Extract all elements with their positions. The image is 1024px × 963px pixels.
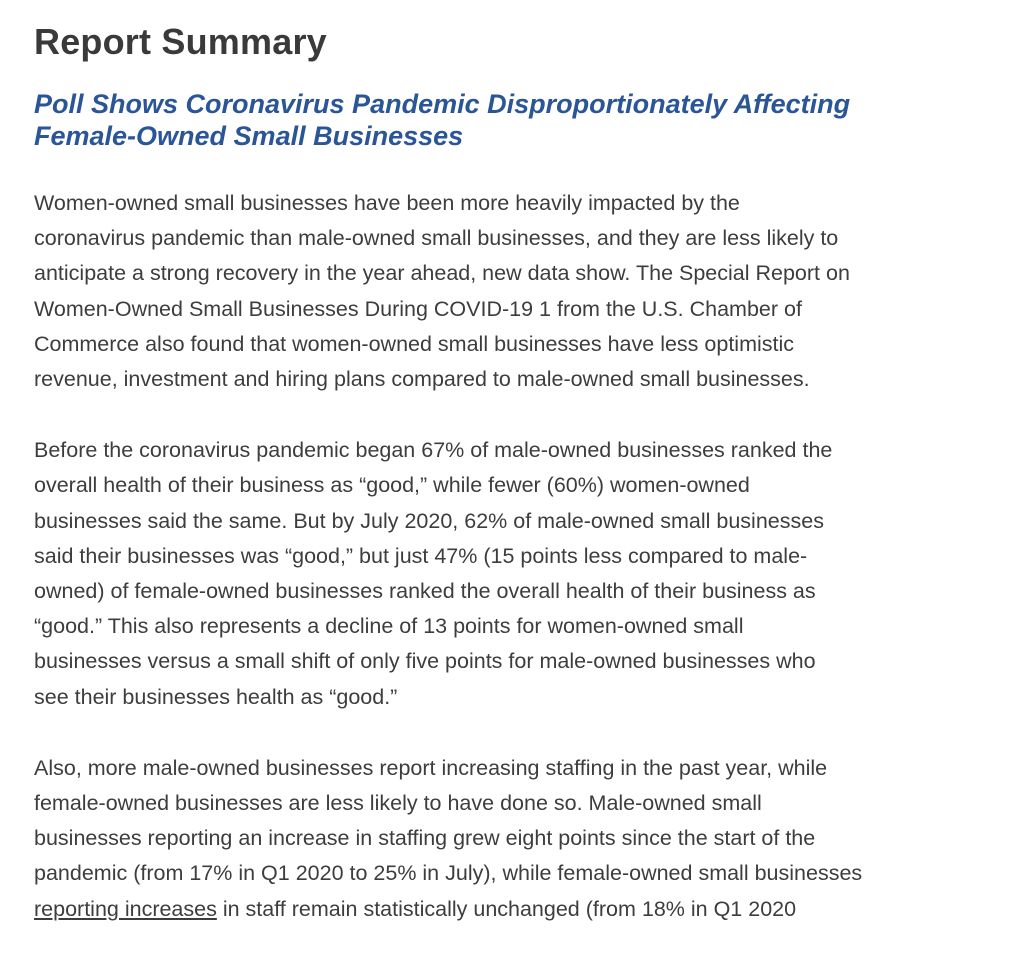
text-line: revenue, investment and hiring plans compared to male-owned small businesses. <box>34 367 810 392</box>
text-line: Women-Owned Small Businesses During COVID-19 1 from the U.S. Chamber of <box>34 296 802 321</box>
text-line: Also, more male-owned businesses report increasing staffing in the past year, while <box>34 755 828 780</box>
text-line: anticipate a strong recovery in the year ahead, new data show. The Special Report on <box>34 261 850 286</box>
text-line: said their businesses was “good,” but just 47% (15 points less compared to male- <box>34 543 808 568</box>
text-line: businesses reporting an increase in staffing grew eight points since the start of the <box>34 826 816 851</box>
paragraph-1 <box>34 186 1004 397</box>
text-line: businesses versus a small shift of only five points for male-owned businesses who <box>34 649 816 674</box>
paragraph-3 <box>34 751 1004 927</box>
paragraph-2 <box>34 433 1004 715</box>
page-title: Report Summary <box>34 21 327 62</box>
text-line: owned) of female-owned businesses ranked the overall health of their business as <box>34 579 816 604</box>
subtitle-line: Poll Shows Coronavirus Pandemic Disproportionately Affecting <box>34 89 851 119</box>
report-subtitle <box>34 88 984 152</box>
text-line: overall health of their business as “good,” while fewer (60%) women-owned <box>34 473 750 498</box>
text-line-partial <box>34 892 1004 927</box>
text-line: businesses said the same. But by July 2020, 62% of male-owned small businesses <box>34 508 824 533</box>
text-line: Commerce also found that women-owned small businesses have less optimistic <box>34 331 795 356</box>
text-line: see their businesses health as “good.” <box>34 684 398 709</box>
text-line: Before the coronavirus pandemic began 67% of male-owned businesses ranked the <box>34 438 833 463</box>
text-line: pandemic (from 17% in Q1 2020 to 25% in July), while female-owned small businesses <box>34 861 863 886</box>
report-body <box>34 186 1004 963</box>
text-line: Women-owned small businesses have been more heavily impacted by the <box>34 191 740 215</box>
reporting-increases-link[interactable]: reporting increases <box>34 896 217 921</box>
text-line: female-owned businesses are less likely to have done so. Male-owned small <box>34 791 762 816</box>
text-line: “good.” This also represents a decline of 13 points for women-owned small <box>34 614 744 639</box>
text-line-rest: in staff remain statistically unchanged (from 18% in Q1 2020 <box>216 896 797 921</box>
subtitle-line: Female-Owned Small Businesses <box>34 121 464 151</box>
text-line: coronavirus pandemic than male-owned small businesses, and they are less likely to <box>34 226 839 251</box>
